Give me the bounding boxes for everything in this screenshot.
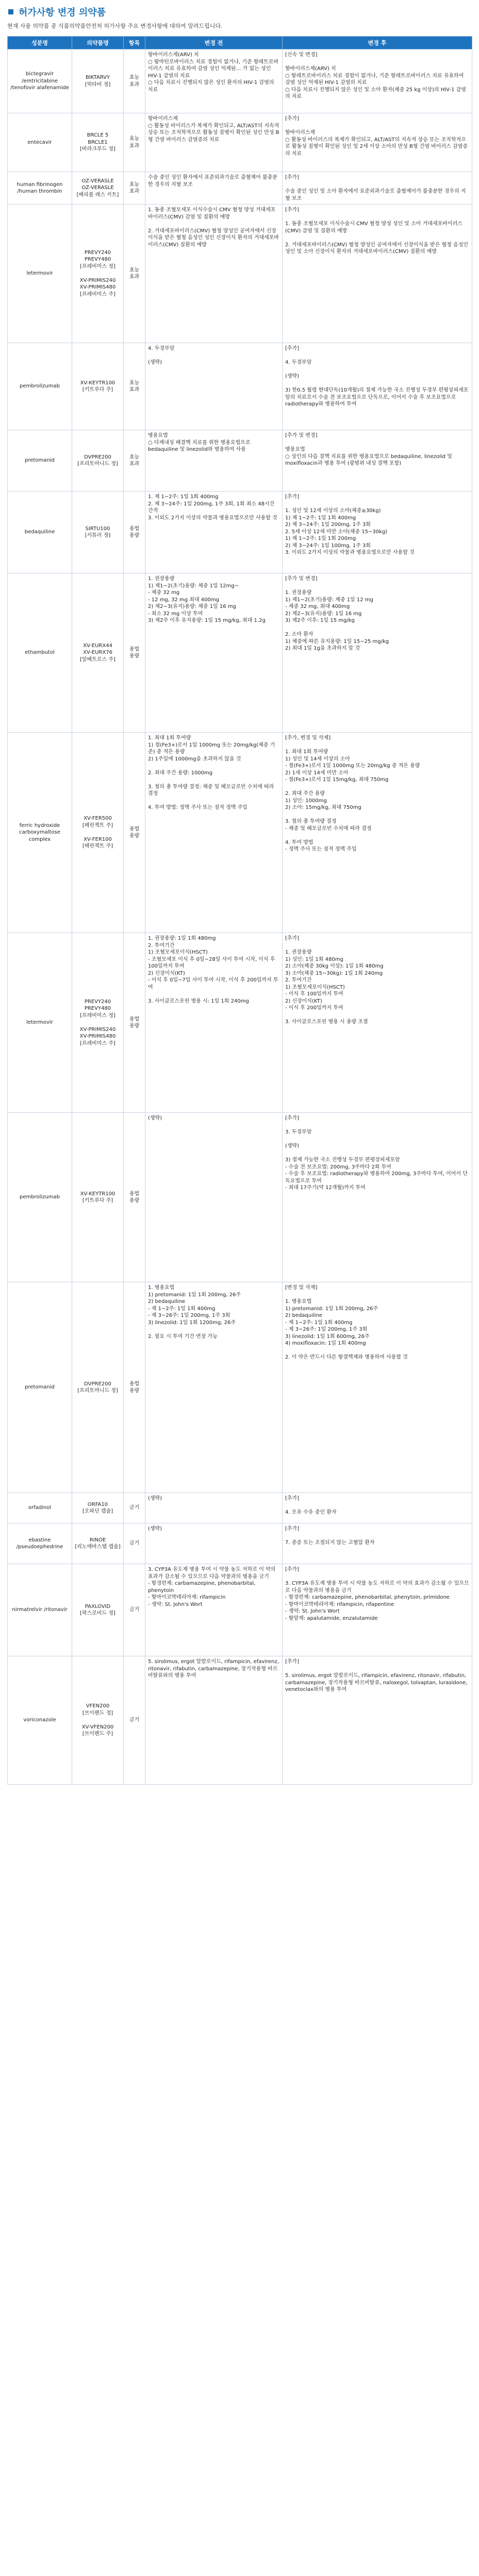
before-cell: (생략) — [145, 1493, 283, 1523]
drug-cell: BIKTARVY [빅타비 정] — [72, 49, 124, 113]
ingredient-cell: bictegravir /emtricitabine /tenofovir alafenamide — [8, 49, 72, 113]
ingredient-cell: orfadinol — [8, 1493, 72, 1523]
table-row — [8, 933, 472, 1113]
ingredient-cell: bedaquiline — [8, 492, 72, 573]
before-cell: 1. 권장용량 1) 제1~2(초기)용량: 체중 1일 12mg~ - 체중 32 mg - 12 mg, 32 mg 최대 400mg 2) 제2~3(유지)용량: 체중 1일 16 mg - 최소 32 mg 이상 투여 3) 제2주 이후 유지용량: 1일 15 mg/kg, 최대 1.2g — [145, 573, 283, 733]
before-cell: (생략) — [145, 1523, 283, 1564]
drug-cell: VFEN200 [브이펜드 정] XV-VFEN200 [브이펜드 주] — [72, 1656, 124, 1785]
header — [0, 0, 479, 33]
before-cell: 항바이러스제(ARV) 치 ○ 람마틴로바이러스 치료 경험이 없거나, 기준 항레트로바이러스 치료 유효하여 감염 성인 억제된… 가 없는 성인 HIV-1 감염의 치료 ○ 다음 치료시 진행되지 않은 성인 환자의 HIV-1 감염의 치료 — [145, 49, 283, 113]
item-cell: 효능 효과 — [124, 430, 145, 492]
drug-cell: PREVY240 PREVY480 [프레비미스 정] XV-PRIMIS240 XV-PRIMIS480 [프레비미스 주] — [72, 205, 124, 343]
after-cell: [추가 및 변경] 1. 권장용량 1) 제1~2(초기)용량: 체중 1일 12 mg - 체중 32 mg, 최대 400mg 2) 제2~3(유지)용량: 1일 16 mg 3) 제2주 이후: 1일 15 mg/kg 2. 소아 환자 1) 체중에 따른 유지용량: 1일 15~25 mg/kg 2) 최대 1일 1g을 초과하지 말 것 — [283, 573, 472, 733]
drug-cell: XV-FER500 [페린젝트 주] XV-FER100 [페린젝트 주] — [72, 733, 124, 933]
drug-cell: BRCLE 5 BRCLE1 [바라크루드 정] — [72, 113, 124, 172]
ingredient-cell: nirmatrelvir /ritonavir — [8, 1564, 72, 1656]
before-cell: 수술 중인 성인 환자에서 표준외과기술로 출혈제어 불충분한 경우의 지혈 보조 — [145, 172, 283, 205]
table-row — [8, 172, 472, 205]
after-cell: [추가] 수술 중인 성인 및 소아 환자에서 표준외과기술로 출혈제어가 불충분한 경우의 지혈 보조 — [283, 172, 472, 205]
table-row — [8, 1113, 472, 1282]
after-cell: [추가] 3. 두경부암 (생략) 3) 절제 가능한 국소 진행성 두경부 편평상피세포암 - 수술 전 보조요법: 200mg, 3주마다 2회 투여 - 수술 후 보조요법: radiotherapy와 병용하여 200mg, 3주마다 투여, 이어서 단독요법으로 투여 - 최대 17주기(약 12개월)까지 투여 — [283, 1113, 472, 1282]
drug-cell: SIRTU100 [서튜러 정] — [72, 492, 124, 573]
square-bullet-icon — [7, 8, 14, 15]
item-cell: 용법 용량 — [124, 492, 145, 573]
before-cell: 1. 권장용량: 1일 1회 480mg 2. 투여기간 1) 조혈모세포이식(HSCT) - 조혈모세포 이식 후 0일~28일 사이 투여 시작, 이식 후 100일까지 투여 2) 신장이식(KT) - 이식 후 0일~7일 사이 투여 시작, 이식 후 200일까지 투여 3. 사이클로스포린 병용 시: 1일 1회 240mg — [145, 933, 283, 1113]
before-cell: 3. CYP3A 유도제 병용 투여 시 약물 농도 저하로 이 약의 효과가 감소될 수 있으므로 다음 약물과의 병용을 금기 - 항경련제: carbamazepine, phenobarbital, phenytoin - 항마이코박테리아제: rifampicin - 생약: St. John's Wort — [145, 1564, 283, 1656]
column-header-before: 변경 전 — [145, 37, 283, 49]
item-cell: 효능 효과 — [124, 49, 145, 113]
ingredient-cell: human fibrinogen /human thrombin — [8, 172, 72, 205]
drug-cell: XV-EURX44 XV-EURX76 [알베트로스 주] — [72, 573, 124, 733]
table-row — [8, 1493, 472, 1523]
drug-cell: DVPRE200 [프리토마니드 정] — [72, 430, 124, 492]
after-cell: [추가 및 변경] 병용요법 ○ 성인의 다음 결핵 치료를 위한 병용요법으로 bedaquiline, linezolid 및 moxifloxacin과 병용 투여 (광범위 내성 결핵 포함) — [283, 430, 472, 492]
before-cell: (생략) — [145, 1113, 283, 1282]
after-cell: [추가] 3. CYP3A 유도제 병용 투여 시 약물 농도 저하로 이 약의 효과가 감소될 수 있으므로 다음 약물과의 병용을 금기 - 항경련제: carbamazepine, phenobarbital, phenytoin, primidone - 항마이코박테리아제: rifampicin, rifapentine - 생약: St. John's Wort - 항암제: apalutamide, enzalutamide — [283, 1564, 472, 1656]
before-cell: 1. 병용요법 1) pretomanid: 1일 1회 200mg, 26주 2) bedaquiline - 제 1~2주: 1일 1회 400mg - 제 3~26주: 1일 200mg, 1주 3회 3) linezolid: 1일 1회 1200mg, 26주 2. 필요 시 투여 기간 연장 가능 — [145, 1282, 283, 1493]
after-cell: [추가] 7. 중증 또는 조절되지 않는 고혈압 환자 — [283, 1523, 472, 1564]
item-cell: 효능 효과 — [124, 172, 145, 205]
ingredient-cell: letermovir — [8, 933, 72, 1113]
item-cell: 효능 효과 — [124, 113, 145, 172]
table-row — [8, 1523, 472, 1564]
column-header-drug: 의약품명 — [72, 37, 124, 49]
table-row — [8, 1282, 472, 1493]
changes-table — [7, 36, 472, 1785]
table-row — [8, 1564, 472, 1656]
table-row — [8, 1656, 472, 1785]
after-cell: [추가] 4. 두경부암 (생략) 3) 한0.5 월령 현대단독(10개월)의 절제 가능한 국소 진행성 두경부 편평상피세포암의 치료로서 수술 전 보조요법으로 단독으로, 이어서 수술 후 보조요법으로 radiotherapy와 병용하여 투여 — [283, 343, 472, 430]
after-cell: [추가] 1. 성인 및 12세 이상의 소아(체중≥30kg) 1) 제 1~2주: 1일 1회 400mg 2) 제 3~24주: 1일 200mg, 1주 3회 2. 5세 이상 12세 미만 소아(체중 15~30kg) 1) 제 1~2주: 1일 1회 200mg 2) 제 3~24주: 1일 100mg, 1주 3회 3. 이외도 2가지 이상의 약물과 병용요법으로만 사용할 것 — [283, 492, 472, 573]
before-cell: 1. 제 1~2주: 1일 1회 400mg 2. 제 3~24주: 1일 200mg, 1주 3회, 1회 최소 48시간 간격 3. 이외도 2가지 이상의 약물과 병용요법으로만 사용할 것 — [145, 492, 283, 573]
table-row — [8, 573, 472, 733]
after-cell: [추가, 변경 및 삭제] 1. 최대 1회 투여량 1) 성인 및 14세 이상의 소아 - 철(Fe3+)로서 1일 1000mg 또는 20mg/kg 중 적은 용량 2) 1세 이상 14세 미만 소아 - 철(Fe3+)로서 1일 15mg/kg, 최대 750mg 2. 최대 주간 용량 1) 성인: 1000mg 2) 소아: 15mg/kg, 최대 750mg 3. 철의 총 투여량 결정 - 체중 및 헤모글로빈 수치에 따라 결정 4. 투여 방법 - 정맥 주사 또는 점적 정맥 주입 — [283, 733, 472, 933]
drug-cell: ORFA10 [오파딘 캡슐] — [72, 1493, 124, 1523]
item-cell: 용법 용량 — [124, 1282, 145, 1493]
after-cell: [추가] 항바이러스제 ○ 활동성 바이러스의 복제가 확인되고, ALT/AST의 지속적 상승 또는 조직학적으로 활동성 질병이 확인된 성인 및 2세 이상 소아의 만성 B형 간염 바이러스 감염증의 치료 — [283, 113, 472, 172]
item-cell: 효능 효과 — [124, 205, 145, 343]
title-row — [7, 5, 472, 19]
before-cell: 4. 두경부암 (생략) — [145, 343, 283, 430]
item-cell: 금기 — [124, 1656, 145, 1785]
ingredient-cell: entecavir — [8, 113, 72, 172]
drug-cell: RINOE [리노에바스텔 캡슐] — [72, 1523, 124, 1564]
ingredient-cell: pretomanid — [8, 1282, 72, 1493]
item-cell: 용법 용량 — [124, 733, 145, 933]
before-cell: 5. sirolimus, ergot 알칼로이드, rifampicin, efavirenz, ritonavir, rifabutin, carbamazepine, 장기작용형 바르비탈류와의 병용 투여 — [145, 1656, 283, 1785]
after-cell: [추가] 5. sirolimus, ergot 알칼로이드, rifampicin, efavirenz, ritonavir, rifabutin, carbamazepine, 장기작용형 바르비탈류, naloxegol, tolvaptan, lurasidone, venetoclax와의 병용 투여 — [283, 1656, 472, 1785]
ingredient-cell: pretomanid — [8, 430, 72, 492]
before-cell: 1. 최대 1회 투여량 1) 철(Fe3+)로서 1일 1000mg 또는 20mg/kg(체중 기준) 중 적은 용량 2) 1주일에 1000mg을 초과하지 않을 것 2. 최대 주간 용량: 1000mg 3. 철의 총 투여량 결정: 체중 및 헤모글로빈 수치에 따라 결정 4. 투여 방법: 정맥 주사 또는 점적 정맥 주입 — [145, 733, 283, 933]
before-cell: 1. 동종 조혈모세포 이식수술시 CMV 혈청 양성 거대세포바이러스(CMV) 감염 및 질환의 예방 2. 거대세포바이러스(CMV) 혈청 양성인 공여자에서 신장이식을 받은 혈청 음성인 성인 신장이식 환자의 거대세포바이러스(CMV) 질환의 예방 — [145, 205, 283, 343]
ingredient-cell: ferric hydroxide carboxymaltose complex — [8, 733, 72, 933]
ingredient-cell: voriconazole — [8, 1656, 72, 1785]
item-cell: 용법 용량 — [124, 573, 145, 733]
ingredient-cell: pembrolizumab — [8, 1113, 72, 1282]
after-cell: [추가] 1. 동종 조혈모세포 이식수술시 CMV 혈청 양성 성인 및 소아 거대세포바이러스(CMV) 감염 및 질환의 예방 2. 거대세포바이러스(CMV) 혈청 양성인 공여자에서 신장이식을 받은 혈청 음성인 성인 및 소아 신장이식 환자의 거대세포바이러스(CMV) 질환의 예방 — [283, 205, 472, 343]
table-header-row — [8, 37, 472, 49]
drug-cell: PREVY240 PREVY480 [프레비미스 정] XV-PRIMIS240 XV-PRIMIS480 [프레비미스 주] — [72, 933, 124, 1113]
drug-cell: XV-KEYTR100 [키트루다 주] — [72, 1113, 124, 1282]
table-row — [8, 492, 472, 573]
before-cell: 항바이러스제 ○ 활동성 바이러스가 복제가 확인되고, ALT/AST의 지속적 상승 또는 조직학적으로 활동성 질병이 확인된 성인 만성 B형 간염 바이러스 감염증의 치료 — [145, 113, 283, 172]
drug-cell: OZ-VERASLE OZ-VERASLE [베리플 레스 키트] — [72, 172, 124, 205]
table-row — [8, 343, 472, 430]
after-cell: [추가] 4. 모유 수유 중인 환자 — [283, 1493, 472, 1523]
drug-cell: PAXLOVID [팍스로비드 정] — [72, 1564, 124, 1656]
item-cell: 금기 — [124, 1493, 145, 1523]
before-cell: 병용요법 ○ 다제내성 폐결핵 치료를 위한 병용요법으로 bedaquiline 및 linezolid와 병용하여 사용 — [145, 430, 283, 492]
page-title: 허가사항 변경 의약품 — [19, 7, 106, 18]
after-cell: [신속 및 변경] 항바이러스제(ARV) 치 ○ 항레트로바이러스 치료 경험이 없거나, 기준 항레트로바이러스 치료 유효하여 감염 성인 억제된 HIV-1 감염의 치료 ○ 다음 치료시 진행되지 않은 성인 및 소아 환자(체중 25 kg 이상)의 HIV-1 감염의 치료 — [283, 49, 472, 113]
table-row — [8, 430, 472, 492]
column-header-ingredient: 성분명 — [8, 37, 72, 49]
column-header-after: 변경 후 — [283, 37, 472, 49]
item-cell: 금기 — [124, 1564, 145, 1656]
item-cell: 용법 용량 — [124, 1113, 145, 1282]
column-header-item: 항목 — [124, 37, 145, 49]
table-row — [8, 733, 472, 933]
item-cell: 효능 효과 — [124, 343, 145, 430]
page-subtitle: 현재 사용 의약품 중 식품의약품안전처 허가사항 주요 변경사항에 대하여 알려드립니다. — [7, 23, 223, 29]
item-cell: 금기 — [124, 1523, 145, 1564]
after-cell: [추가] 1. 권장용량 1) 성인: 1일 1회 480mg 2) 소아(체중 30kg 이상): 1일 1회 480mg 3) 소아(체중 15~30kg): 1일 1회 240mg 2. 투여기간 1) 조혈모세포이식(HSCT) - 이식 후 100일까지 투여 2) 신장이식(KT) - 이식 후 200일까지 투여 3. 사이클로스포린 병용 시 용량 조절 — [283, 933, 472, 1113]
drug-cell: DVPRE200 [프리토마니드 정] — [72, 1282, 124, 1493]
table-row — [8, 113, 472, 172]
table-row — [8, 205, 472, 343]
item-cell: 용법 용량 — [124, 933, 145, 1113]
ingredient-cell: pembrolizumab — [8, 343, 72, 430]
table-row — [8, 49, 472, 113]
ingredient-cell: ebastine /pseudoephedrine — [8, 1523, 72, 1564]
ingredient-cell: letermovir — [8, 205, 72, 343]
after-cell: [변경 및 삭제] 1. 병용요법 1) pretomanid: 1일 1회 200mg, 26주 2) bedaquiline - 제 1~2주: 1일 1회 400mg - 제 3~26주: 1일 200mg, 1주 3회 3) linezolid: 1일 1회 600mg, 26주 4) moxifloxacin: 1일 1회 400mg 2. 이 약은 반드시 다른 항결핵제와 병용하여 사용할 것 — [283, 1282, 472, 1493]
drug-cell: XV-KEYTR100 [키트루다 주] — [72, 343, 124, 430]
ingredient-cell: ethambutol — [8, 573, 72, 733]
